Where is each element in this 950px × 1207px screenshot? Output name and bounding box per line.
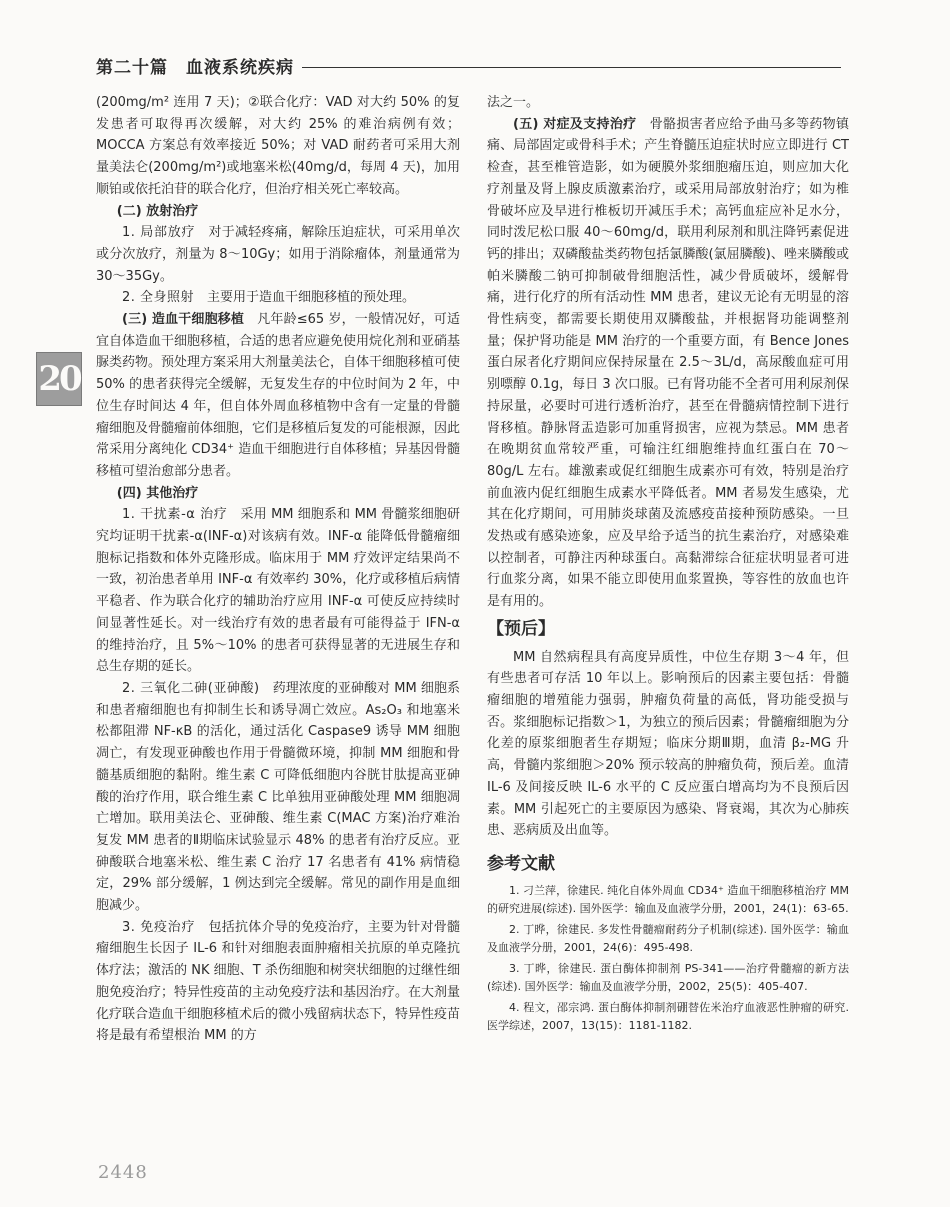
text-stem-cell: 凡年龄≤65 岁，一般情况好，可适宜自体造血干细胞移植，合适的患者应避免使用烷化剂和亚硝基脲类药物。预处理方案采用大剂量美法仑，自体干细胞移植可使 50% 的患者获得完全缓解，无复发生存的中位时间为 2 年，中位生存时间达 4 年，但自体外周血移植物中含有一定量的骨髓瘤细胞及骨髓瘤前体细胞，它们是移植后复发的可能根源，因此常采用分离纯化 CD34⁺ 造血干细胞进行自体移植；异基因骨髓移植可望治愈部分患者。 (96, 312, 461, 479)
text-interferon: 采用 MM 细胞系和 MM 骨髓浆细胞研究均证明干扰素-α(INF-α)对该病有效。INF-α 能降低骨髓瘤细胞标记指数和体外克隆形成。临床用于 MM 疗效评定结果尚不一致，初治患者单用 INF-α 有效率约 30%，化疗或移植后病情平稳者、作为联合化疗的辅助治疗应用 INF-α 可使反应持续时间显著性延长。对一线治疗有效的患者最有可能得益于 IFN-α 的维持治疗，且 5%～10% 的患者可获得显著的无进展生存和总生存期的延长。 (96, 507, 460, 675)
paragraph-local-radio (96, 222, 460, 287)
chapter-badge: 20 (36, 352, 82, 406)
paragraph-chemo-cont: (200mg/m² 连用 7 天)；②联合化疗：VAD 对大约 50% 的复发患者可取得再次缓解，对大约 25% 的难治病例有效；MOCCA 方案总有效率接近 50%；对 VAD 耐药者可采用大剂量美法仑(200mg/m²)或地塞米松(40mg/d，每周 4 天)，加用顺铂或依托泊苷的联合化疗，但治疗相关死亡率较高。 (96, 95, 460, 197)
paragraph-continuation: 法之一。 (487, 95, 540, 110)
text-total-body: 主要用于造血干细胞移植的预处理。 (194, 290, 416, 306)
page-number: 2448 (98, 1162, 148, 1183)
right-column (487, 92, 849, 1038)
text-arsenic: 药理浓度的亚砷酸对 MM 细胞系和患者瘤细胞也有抑制生长和诱导凋亡效应。As₂O₃ 和地塞米松都阻滞 NF-κB 的活化，通过活化 Caspase9 诱导 MM 细胞凋亡，有发现亚砷酸也作用于骨髓微环境，抑制 MM 细胞和骨髓基质细胞的黏附。维生素 C 可降低细胞内谷胱甘肽提高亚砷酸的治疗作用，联合维生素 C 比单独用亚砷酸处理 MM 细胞凋亡增加。联用美法仑、亚砷酸、维生素 C(MAC 方案)治疗难治复发 MM 患者的Ⅱ期临床试验显示 48% 的患者有治疗反应。亚砷酸联合地塞米松、维生素 C 治疗 17 名患者有 41% 病情稳定，29% 部分缓解，1 例达到完全缓解。常见的副作用是血细胞减少。 (96, 680, 460, 914)
paragraph-stem-cell (96, 309, 460, 483)
heading-stem-cell: (三) 造血干细胞移植 (122, 312, 245, 328)
heading-radiotherapy: (二) 放射治疗 (116, 203, 199, 219)
paragraph-prognosis: MM 自然病程具有高度异质性，中位生存期 3～4 年，但有些患者可存活 10 年以上。影响预后的因素主要包括：骨髓瘤细胞的增殖能力强弱，肿瘤负荷量的高低，肾功能受损与否。浆细胞标记指数＞1，为独立的预后因素；骨髓瘤细胞为分化差的原浆细胞者生存期短；临床分期Ⅲ期，血清 β₂-MG 升高，骨髓内浆细胞＞20% 预示较高的肿瘤负荷，预后差。血清 IL-6 及间接反映 IL-6 水平的 C 反应蛋白增高均为不良预后因素。MM 引起死亡的主要原因为感染、肾衰竭，其次为心肺疾患、恶病质及出血等。 (487, 649, 849, 839)
heading-prognosis: 【预后】 (487, 618, 555, 639)
reference-item: 2. 丁晔，徐建民. 多发性骨髓瘤耐药分子机制(综述). 国外医学：输血及血液学分册，2001，24(6)：495-498. (487, 922, 849, 954)
reference-list (487, 882, 849, 1035)
reference-item: 3. 丁晔，徐建民. 蛋白酶体抑制剂 PS-341——治疗骨髓瘤的新方法(综述). 国外医学：输血及血液学分册，2002，25(5)：405-407. (487, 961, 849, 993)
term-local-radio: 1. 局部放疗 (122, 225, 196, 241)
reference-item: 1. 刁兰萍，徐建民. 纯化自体外周血 CD34⁺ 造血干细胞移植治疗 MM 的研究进展(综述). 国外医学：输血及血液学分册，2001，24(1)：63-65. (487, 883, 849, 915)
text-supportive: 骨骼损害者应给予曲马多等药物镇痛、局部固定或骨科手术；产生脊髓压迫症状时应立即进行 CT 检查，甚至椎管造影，如为硬膜外浆细胞瘤压迫，则应加大化疗剂量及肾上腺皮质激素治疗，或采用局部放射治疗；如为椎骨破坏应及早进行椎板切开减压手术；高钙血症应补足水分，同时泼尼松口服 40～60mg/d，联用利尿剂和肌注降钙素促进钙的排出；双磷酸盐类药物包括氯膦酸(氯屈膦酸)、唑来膦酸或帕米膦酸二钠可抑制破骨细胞活性，减少骨质破坏，缓解骨痛，进行化疗的所有活动性 MM 患者，建议无论有无明显的溶骨性病变，都需要长期使用双膦酸盐，并根据肾功能调整剂量；保护肾功能是 MM 治疗的一个重要方面，有 Bence Jones 蛋白尿者化疗期间应保持尿量在 2.5～3L/d，高尿酸血症可用别嘌醇 0.1g，每日 3 次口服。已有肾功能不全者可用利尿剂保持尿量，必要时可进行透析治疗，甚至在骨髓病情控制下进行肾移植。静脉肾盂造影可加重肾损害，应视为禁忌。MM 患者在晚期贫血常较严重，可输注红细胞维持血红蛋白在 70～80g/L 左右。雄激素或促红细胞生成素亦可有效，特别是治疗前血液内促红细胞生成素水平降低者。MM 者易发生感染，尤其在化疗期间，可用肺炎球菌及流感疫苗接种预防感染。一旦发热或有感染迹象，应及早给予适当的抗生素治疗，对感染难以控制者，可静注丙种球蛋白。高黏滞综合征症状明显者可进行血浆分离，如果不能立即使用血浆置换，等容性的放血也许是有用的。 (487, 116, 849, 610)
paragraph-total-body (96, 287, 460, 309)
term-arsenic: 2. 三氧化二砷(亚砷酸) (122, 680, 260, 696)
heading-other-therapy: (四) 其他治疗 (116, 485, 199, 501)
heading-references: 参考文献 (487, 853, 555, 874)
header-rule (302, 67, 841, 68)
term-total-body: 2. 全身照射 (122, 290, 195, 306)
text-local-radio: 对于减轻疼痛，解除压迫症状，可采用单次或分次放疗，剂量为 8～10Gy；如用于消除瘤体，剂量通常为 30～35Gy。 (96, 225, 460, 284)
left-column (96, 92, 460, 1047)
text-immunotherapy: 包括抗体介导的免疫治疗，主要为针对骨髓瘤细胞生长因子 IL-6 和针对细胞表面肿瘤相关抗原的单克隆抗体疗法；激活的 NK 细胞、T 杀伤细胞和树突状细胞的过继性细胞免疫治疗；特异性疫苗的主动免疫疗法和基因治疗。在大剂量化疗联合造血干细胞移植术后的微小残留病状态下，特异性疫苗将是最有希望根治 MM 的方 (96, 919, 461, 1044)
heading-supportive: (五) 对症及支持治疗 (513, 116, 637, 132)
paragraph-interferon (96, 504, 460, 678)
term-interferon: 1. 干扰素-α 治疗 (122, 507, 228, 523)
term-immunotherapy: 3. 免疫治疗 (122, 919, 196, 935)
paragraph-immunotherapy (96, 917, 460, 1047)
reference-item: 4. 程文，邵宗鸿. 蛋白酶体抑制剂硼替佐米治疗血液恶性肿瘤的研究. 医学综述，2007，13(15)：1181-1182. (487, 1000, 849, 1032)
paragraph-arsenic (96, 678, 460, 917)
header-title: 第二十篇 血液系统疾病 (96, 57, 294, 78)
paragraph-supportive (487, 114, 849, 613)
running-header (96, 50, 841, 80)
